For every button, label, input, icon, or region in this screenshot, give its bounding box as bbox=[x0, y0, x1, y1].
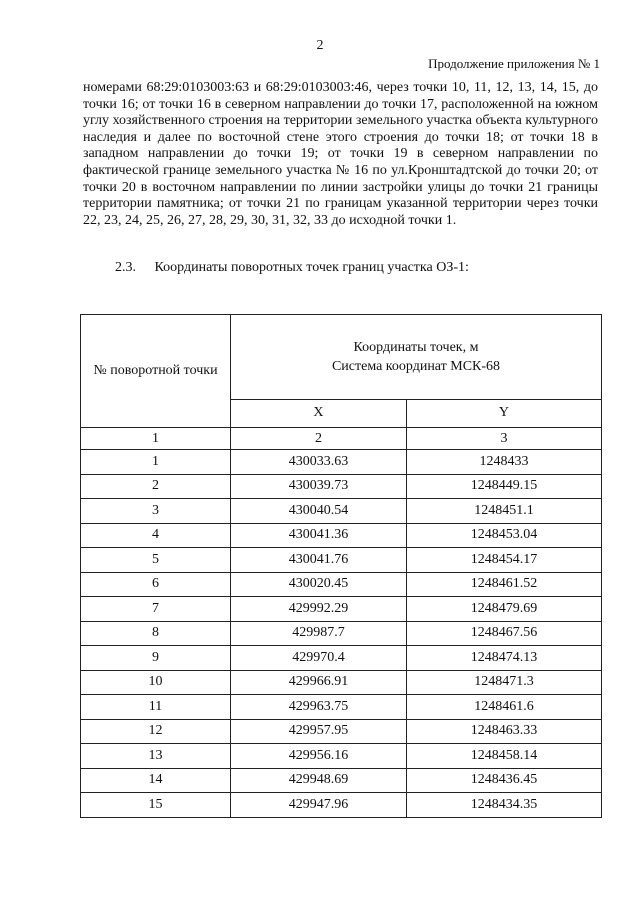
point-number-cell: 12 bbox=[81, 719, 231, 744]
section-number: 2.3. bbox=[115, 260, 136, 275]
page-number: 2 bbox=[316, 38, 324, 53]
table-row bbox=[81, 646, 602, 671]
numbering-row bbox=[81, 428, 602, 450]
y-coordinate-cell: 1248467.56 bbox=[406, 621, 601, 646]
y-coordinate-cell: 1248463.33 bbox=[406, 719, 601, 744]
appendix-note: Продолжение приложения № 1 bbox=[428, 56, 600, 71]
y-coordinate-cell: 1248451.1 bbox=[406, 499, 601, 524]
x-coordinate-cell: 429947.96 bbox=[231, 793, 407, 818]
y-coordinate-cell: 1248433 bbox=[406, 450, 601, 475]
table-row bbox=[81, 670, 602, 695]
x-coordinate-cell: 429963.75 bbox=[231, 695, 407, 720]
y-coordinate-cell: 1248434.35 bbox=[406, 793, 601, 818]
point-number-cell: 3 bbox=[81, 499, 231, 524]
x-coordinate-cell: 430041.36 bbox=[231, 523, 407, 548]
y-coordinate-cell: 1248461.6 bbox=[406, 695, 601, 720]
point-number-cell: 14 bbox=[81, 768, 231, 793]
numbering-cell: 1 bbox=[81, 428, 231, 450]
section-heading bbox=[115, 260, 469, 276]
x-coordinate-cell: 429987.7 bbox=[231, 621, 407, 646]
x-coordinate-cell: 429966.91 bbox=[231, 670, 407, 695]
header-point-number: № поворотной точки bbox=[81, 315, 231, 428]
point-number-cell: 9 bbox=[81, 646, 231, 671]
table-row bbox=[81, 572, 602, 597]
point-number-cell: 6 bbox=[81, 572, 231, 597]
x-coordinate-cell: 430033.63 bbox=[231, 450, 407, 475]
table-row bbox=[81, 450, 602, 475]
table-row bbox=[81, 719, 602, 744]
point-number-cell: 7 bbox=[81, 597, 231, 622]
x-coordinate-cell: 429992.29 bbox=[231, 597, 407, 622]
point-number-cell: 8 bbox=[81, 621, 231, 646]
y-coordinate-cell: 1248449.15 bbox=[406, 474, 601, 499]
point-number-cell: 5 bbox=[81, 548, 231, 573]
coordinates-table bbox=[80, 314, 602, 818]
table-row bbox=[81, 768, 602, 793]
y-coordinate-cell: 1248453.04 bbox=[406, 523, 601, 548]
y-coordinate-cell: 1248461.52 bbox=[406, 572, 601, 597]
point-number-cell: 10 bbox=[81, 670, 231, 695]
point-number-cell: 15 bbox=[81, 793, 231, 818]
header-coordinates bbox=[231, 315, 602, 400]
point-number-cell: 13 bbox=[81, 744, 231, 769]
section-title: Координаты поворотных точек границ участка ОЗ-1: bbox=[154, 260, 469, 275]
table-row bbox=[81, 695, 602, 720]
x-coordinate-cell: 429970.4 bbox=[231, 646, 407, 671]
x-coordinate-cell: 430039.73 bbox=[231, 474, 407, 499]
point-number-cell: 11 bbox=[81, 695, 231, 720]
x-coordinate-cell: 430041.76 bbox=[231, 548, 407, 573]
table-row bbox=[81, 548, 602, 573]
table-row bbox=[81, 474, 602, 499]
numbering-cell: 2 bbox=[231, 428, 407, 450]
point-number-cell: 4 bbox=[81, 523, 231, 548]
table-row bbox=[81, 793, 602, 818]
point-number-cell: 2 bbox=[81, 474, 231, 499]
x-coordinate-cell: 429948.69 bbox=[231, 768, 407, 793]
y-coordinate-cell: 1248436.45 bbox=[406, 768, 601, 793]
table-body bbox=[81, 428, 602, 818]
x-coordinate-cell: 430020.45 bbox=[231, 572, 407, 597]
x-coordinate-cell: 429956.16 bbox=[231, 744, 407, 769]
header-y: Y bbox=[406, 399, 601, 427]
table-row bbox=[81, 597, 602, 622]
body-paragraph: номерами 68:29:0103003:63 и 68:29:0103003:46, через точки 10, 11, 12, 13, 14, 15, до точки 16; от точки 16 в северном направлении до точки 17, расположенной на южном углу хозяйственного строения на территории земельного участка объекта культурного наследия и далее по восточной стене этого строения до точки 18; от точки 18 в западном направлении до точки 19; от точки 19 в северном направлении по фактической границе земельного участка № 16 по ул.Кронштадтской до точки 20; от точки 20 в восточном направлении по линии застройки улицы до точки 21 границы территории памятника; от точки 21 по границам указанной территории через точки 22, 23, 24, 25, 26, 27, 28, 29, 30, 31, 32, 33 до исходной точки 1. bbox=[83, 80, 598, 228]
y-coordinate-cell: 1248458.14 bbox=[406, 744, 601, 769]
table-row bbox=[81, 744, 602, 769]
y-coordinate-cell: 1248471.3 bbox=[406, 670, 601, 695]
x-coordinate-cell: 429957.95 bbox=[231, 719, 407, 744]
point-number-cell: 1 bbox=[81, 450, 231, 475]
x-coordinate-cell: 430040.54 bbox=[231, 499, 407, 524]
numbering-cell: 3 bbox=[406, 428, 601, 450]
table-row bbox=[81, 523, 602, 548]
header-coordinates-line1: Координаты точек, м bbox=[353, 339, 479, 355]
table-row bbox=[81, 621, 602, 646]
header-coordinates-line2: Система координат МСК-68 bbox=[331, 358, 501, 374]
y-coordinate-cell: 1248479.69 bbox=[406, 597, 601, 622]
header-x: X bbox=[231, 399, 407, 427]
y-coordinate-cell: 1248454.17 bbox=[406, 548, 601, 573]
y-coordinate-cell: 1248474.13 bbox=[406, 646, 601, 671]
table-row bbox=[81, 499, 602, 524]
